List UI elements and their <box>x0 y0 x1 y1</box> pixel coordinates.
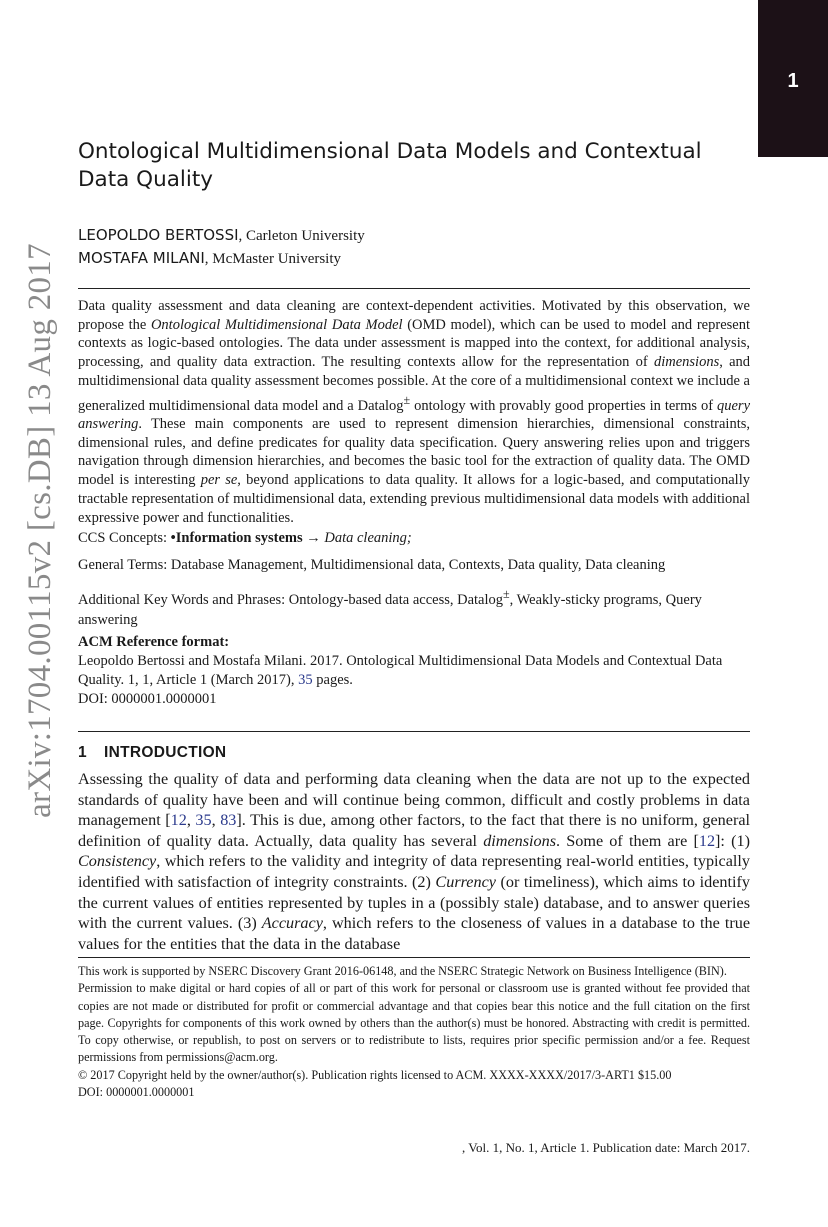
section-top-rule <box>78 731 750 732</box>
intro-text: ]: (1) <box>715 831 750 850</box>
footnote-doi: DOI: 0000001.0000001 <box>78 1085 195 1100</box>
abstract-emphasis: query answering <box>78 397 750 433</box>
acm-reference-citation: Leopoldo Bertossi and Mostafa Milani. 2017. Ontological Multidimensional Data Models and Contextual Data Quality. 1, 1, Article 1 (March 2017), <box>78 653 723 688</box>
keywords <box>78 584 750 630</box>
intro-text: , <box>211 811 221 830</box>
page-number-tab <box>758 0 828 157</box>
citation-link[interactable]: 12 <box>170 811 187 830</box>
abstract-emphasis: Ontological Multidimensional Data Model <box>150 316 403 333</box>
acm-reference-text <box>78 652 750 690</box>
intro-text: , which refers to the closeness of values in a database to the true values for the entities that the data in the database <box>78 914 751 953</box>
author-name: MOSTAFA MILANI <box>78 249 205 267</box>
arxiv-identifier-text: arXiv:1704.00115v2 [cs.DB] 13 Aug 2017 <box>21 242 58 818</box>
intro-text: , <box>186 811 196 830</box>
footnotes <box>78 963 750 1101</box>
footnote-rule <box>78 957 750 958</box>
introduction-paragraph <box>78 769 750 954</box>
keywords-text: Additional Key Words and Phrases: Ontology-based data access, Datalog <box>78 591 504 608</box>
abstract-text: , beyond applications to data quality. It allows for a logic-based, and computationally tractable representation of multidimensional data, extending previous multidimensional data models with additional expressive power and functionalities. <box>78 472 750 526</box>
section-heading <box>78 744 226 762</box>
copyright-notice: © 2017 Copyright held by the owner/author(s). Publication rights licensed to ACM. XXXX-XXXX/2017/3-ART1 $15.00 <box>78 1067 672 1082</box>
datalog-superscript: ± <box>403 392 411 407</box>
acm-reference-suffix: pages. <box>312 672 353 688</box>
intro-text: . Some of them are [ <box>556 831 699 850</box>
datalog-superscript: ± <box>503 587 510 601</box>
acm-reference-format <box>78 633 750 709</box>
citation-link[interactable]: 83 <box>220 811 237 830</box>
general-terms: General Terms: Database Management, Multidimensional data, Contexts, Data quality, Data cleaning <box>78 557 666 573</box>
ccs-concepts <box>78 528 750 548</box>
page-number: 1 <box>787 70 799 92</box>
ccs-concept: Data cleaning; <box>324 530 412 546</box>
intro-text: ]. This is due, among other factors, to the fact that there is no uniform, general definition of quality data. Actually, data quality has several <box>78 811 751 850</box>
author-affiliation: , Carleton University <box>238 228 365 244</box>
abstract-text: (OMD model), which can be used to model and represent contexts as logic-based ontologies. The data under assessment is mapped into the context, for additional analysis, processing, and quality data extraction. The resulting contexts allow for the representation of <box>78 316 750 371</box>
keywords-text: , Weakly-sticky programs, Query answering <box>78 591 702 628</box>
intro-emphasis: Consistency <box>78 852 157 871</box>
funding-footnote: This work is supported by NSERC Discovery Grant 2016-06148, and the NSERC Strategic Network on Business Intelligence (BIN). <box>78 964 727 978</box>
intro-text: , which refers to the validity and integrity of data representing real-world entities, typically identified with satisfaction of integrity constraints. (2) <box>78 852 750 891</box>
abstract-emphasis: dimensions <box>653 354 720 371</box>
abstract <box>78 297 750 527</box>
pages-link[interactable]: 35 <box>298 672 313 688</box>
intro-text: (or timeliness), which aims to identify the current values of entities represented by tuples in a (possibly stale) database, and to answer queries with the current values. (3) <box>78 872 750 933</box>
intro-emphasis: Currency <box>435 872 496 891</box>
abstract-text: . These main components are used to represent dimension hierarchies, dimensional constraints, dimensional rules, and define predicates for quality data specification. Query answering relies upon and triggers navigation through dimension hierarchies, and becomes the basic tool for the extraction of quality data. The OMD model is interesting <box>78 416 750 489</box>
paper-title: Ontological Multidimensional Data Models and Contextual Data Quality <box>78 139 702 192</box>
abstract-emphasis: per se <box>200 472 238 489</box>
author-entry <box>78 247 365 270</box>
intro-text: Assessing the quality of data and performing data cleaning when the data are not up to the expected standards of quality have been and will continue being common, difficult and costly problems in data management [ <box>78 770 750 830</box>
arxiv-identifier-stamp <box>10 225 70 835</box>
citation-link[interactable]: 12 <box>698 831 716 850</box>
intro-emphasis: dimensions <box>483 831 557 850</box>
author-name: LEOPOLDO BERTOSSI <box>78 226 239 244</box>
section-title: INTRODUCTION <box>104 744 227 761</box>
ccs-label: CCS Concepts: <box>78 530 171 546</box>
abstract-top-rule <box>78 288 750 289</box>
abstract-text: ontology with provably good properties in terms of <box>410 397 717 414</box>
abstract-text: Data quality assessment and data cleaning are context-dependent activities. Motivated by this observation, we propose the <box>78 298 750 333</box>
ccs-category: •Information systems <box>170 530 303 546</box>
author-entry <box>78 224 365 247</box>
permission-footnote: Permission to make digital or hard copies of all or part of this work for personal or classroom use is granted without fee provided that copies are not made or distributed for profit or commercial advantage and that copies bear this notice and the full citation on the first page. Copyrights for components of this work owned by others than the author(s) must be honored. Abstracting with credit is permitted. To copy otherwise, or republish, to post on servers or to redistribute to lists, requires prior specific permission and/or a fee. Request permissions from permissions@acm.org. <box>78 981 750 1065</box>
acm-reference-heading: ACM Reference format: <box>78 634 230 650</box>
intro-emphasis: Accuracy <box>261 914 323 933</box>
author-list <box>78 224 365 270</box>
section-number: 1 <box>78 744 87 761</box>
arrow-icon: → <box>302 530 325 546</box>
acm-reference-doi: DOI: 0000001.0000001 <box>78 691 217 707</box>
author-affiliation: , McMaster University <box>204 251 342 267</box>
citation-link[interactable]: 35 <box>195 811 212 830</box>
page-footer: , Vol. 1, No. 1, Article 1. Publication date: March 2017. <box>461 1140 750 1155</box>
abstract-text: , and multidimensional data quality assessment becomes possible. At the core of a multidimensional context we include a generalized multidimensional data model and a Datalog <box>78 354 751 414</box>
